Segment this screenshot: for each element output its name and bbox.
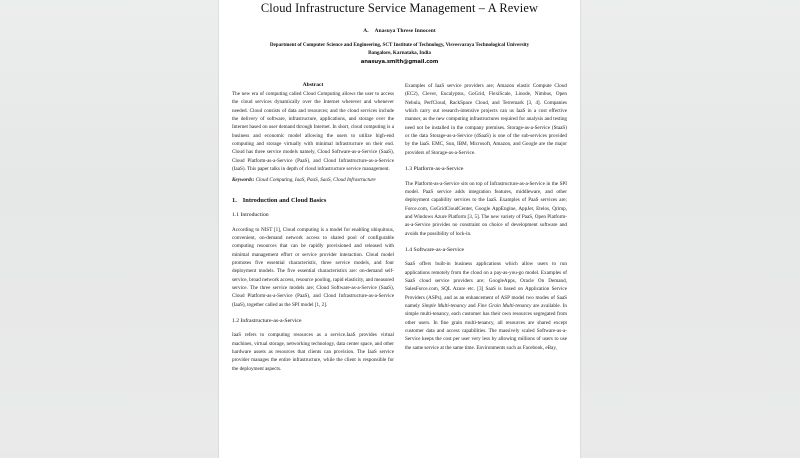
subsection-heading-1-1: 1.1 Introduction <box>232 212 269 219</box>
saas-text-a: SaaS offers built-in business applications which allow users to run applications remotely from the cloud on a pay-as-you-go model. Examples of SaaS cloud service providers are; GoogleApps, Oracle On Demand, SalesForce.com, SQL Azure etc. [3] SaaS is based on Application Service Providers (ASPs), and as an enhancement of ASP model two modes of SaaS namely <box>405 261 567 310</box>
left-column <box>232 82 394 379</box>
abstract-text: The new era of computing called Cloud Computing allows the user to access the cloud services dynamically over the Internet wherever and whenever needed. Cloud consists of data and resources; and the cloud services include the delivery of software, infrastructure, applications, and storage over the Internet based on user demand through Internet. In short, cloud computing is a business and economic model allowing the users to utilize high-end computing and storage virtually with minimal infrastructure on their end. Cloud has three service models namely, Cloud Software-as-a-Service (SaaS), Cloud Platform-as-a-Service (PaaS), and Cloud Infrastructure-as-a-Service (IaaS). This paper talks in depth of cloud infrastructure service management. <box>232 91 394 173</box>
author-line <box>232 28 567 34</box>
abstract-heading: Abstract <box>302 82 324 89</box>
page-content <box>219 0 580 379</box>
author-email: anasuya.smith@gmail.com <box>360 59 439 66</box>
saas-text-c: are available. In simple multi-tenancy, each customer has their own resources segregated from other users. In fine grain multi-tenancy, all resources are shared except customer data and access capabilities. The massively scaled Software-as-a-Service keeps the cost per user very less by allowing millions of users to use the same service at the same time. Environments such as Facebook, eBay, <box>405 303 567 351</box>
subsection-text-1-1: According to NIST [1], Cloud computing is a model for enabling ubiquitous, convenient, on-demand network access to shared pool of configurable computing resources that can be rapidly provisioned and released with minimal management effort or service provider interaction. Cloud model promotes five essential characteristic, three service models, and four deployment models. The five essential characteristics are: on-demand self-service, broad network access, resource pooling, rapid elasticity, and measured service. The three service models are; Cloud Software-as-a-Service (SaaS), Cloud Platform-as-a-Service (PaaS), and Cloud Infrastructure-as-a-Service (IaaS), together called as the SPI model [1, 2]. <box>232 226 394 308</box>
saas-italic-fine-grain-multitenancy: Fine Grain Multi-tenancy <box>477 303 532 310</box>
page-title: Cloud Infrastructure Service Management – A Review <box>260 1 539 15</box>
keywords-label: Keywords: <box>232 177 255 184</box>
author-name: Anasuya Threse Innocent <box>374 28 436 35</box>
subsection-text-1-4 <box>405 260 567 352</box>
subsection-heading-1-3: 1.3 Platform-as-a-Service <box>405 166 464 173</box>
subsection-text-1-2: IaaS refers to computing resources as a service.IaaS provides virtual machines, virtual storage, networking technology, data center space, and other hardware assets as resources that clients can provision. The IaaS service provider manages the entire infrastructure, while the client is responsible for the deployment aspects. <box>232 332 394 372</box>
keywords-block <box>232 176 394 184</box>
subsection-heading-1-4: 1.4 Software-as-a-Service <box>405 246 465 253</box>
section-title: Introduction and Cloud Basics <box>242 196 327 204</box>
affiliation-line-1: Department of Computer Science and Engineering, SCT Institute of Technology, Visvesvaraya Technological University <box>269 42 530 49</box>
subsection-heading-1-2: 1.2 Infrastructure-as-a-Service <box>232 318 302 324</box>
section-heading-1 <box>232 197 394 205</box>
affiliation-line-2: Bangalore, Karnataka, India <box>368 50 431 57</box>
saas-italic-simple-multitenancy: Simple Multi-tenancy <box>421 303 467 310</box>
right-column-paragraph-1: Examples of IaaS service providers are; Amazon elastic Compute Cloud (EC2), Clever, Eucalyptus, GoGrid, FlexiScale, Linode, Nimbus, Open Nebula, PerfCloud, RackSpace Cloud, and Terremark [3, 4]. Companies which carry out research-intensive projects can us IaaS in a cost effective manner, as the new computing infrastructures required for analysis and testing need not be installed in the company premises. Storage-as-a-Service (StaaS) or the data Storage-as-a-Service (dSaaS) is one of the sub-services provided by the IaaS. EMC, Sun, IBM, Microsoft, Amazon, and Google are the major providers of Storage-as-a-Service. <box>405 83 567 156</box>
document-page <box>219 0 580 458</box>
section-number: 1. <box>232 196 237 204</box>
author-initial: A. <box>363 28 369 35</box>
saas-text-b: and <box>466 303 478 310</box>
keywords-text: Cloud Computing, IaaS, PaaS, SaaS, Cloud Infrastructure <box>255 177 376 184</box>
right-column <box>405 82 567 379</box>
two-column-body <box>232 82 567 379</box>
subsection-text-1-3: The Platform-as-a-Service sits on top of Infrastructure-as-a-Service in the SPI model. PaaS service adds integration features, middleware, and other deployment capability services to the IaaS. Examples of PaaS services are; Force.com, GoGridCloudCenter, Google AppEngine, AppJet, Etelos, Qrimp, and Windows Azure Platform [3, 5]. The new variety of PaaS, Open Platform-as-a-Service provides no constraint on choice of development software and avoids the possibility of lock-in. <box>405 180 567 237</box>
